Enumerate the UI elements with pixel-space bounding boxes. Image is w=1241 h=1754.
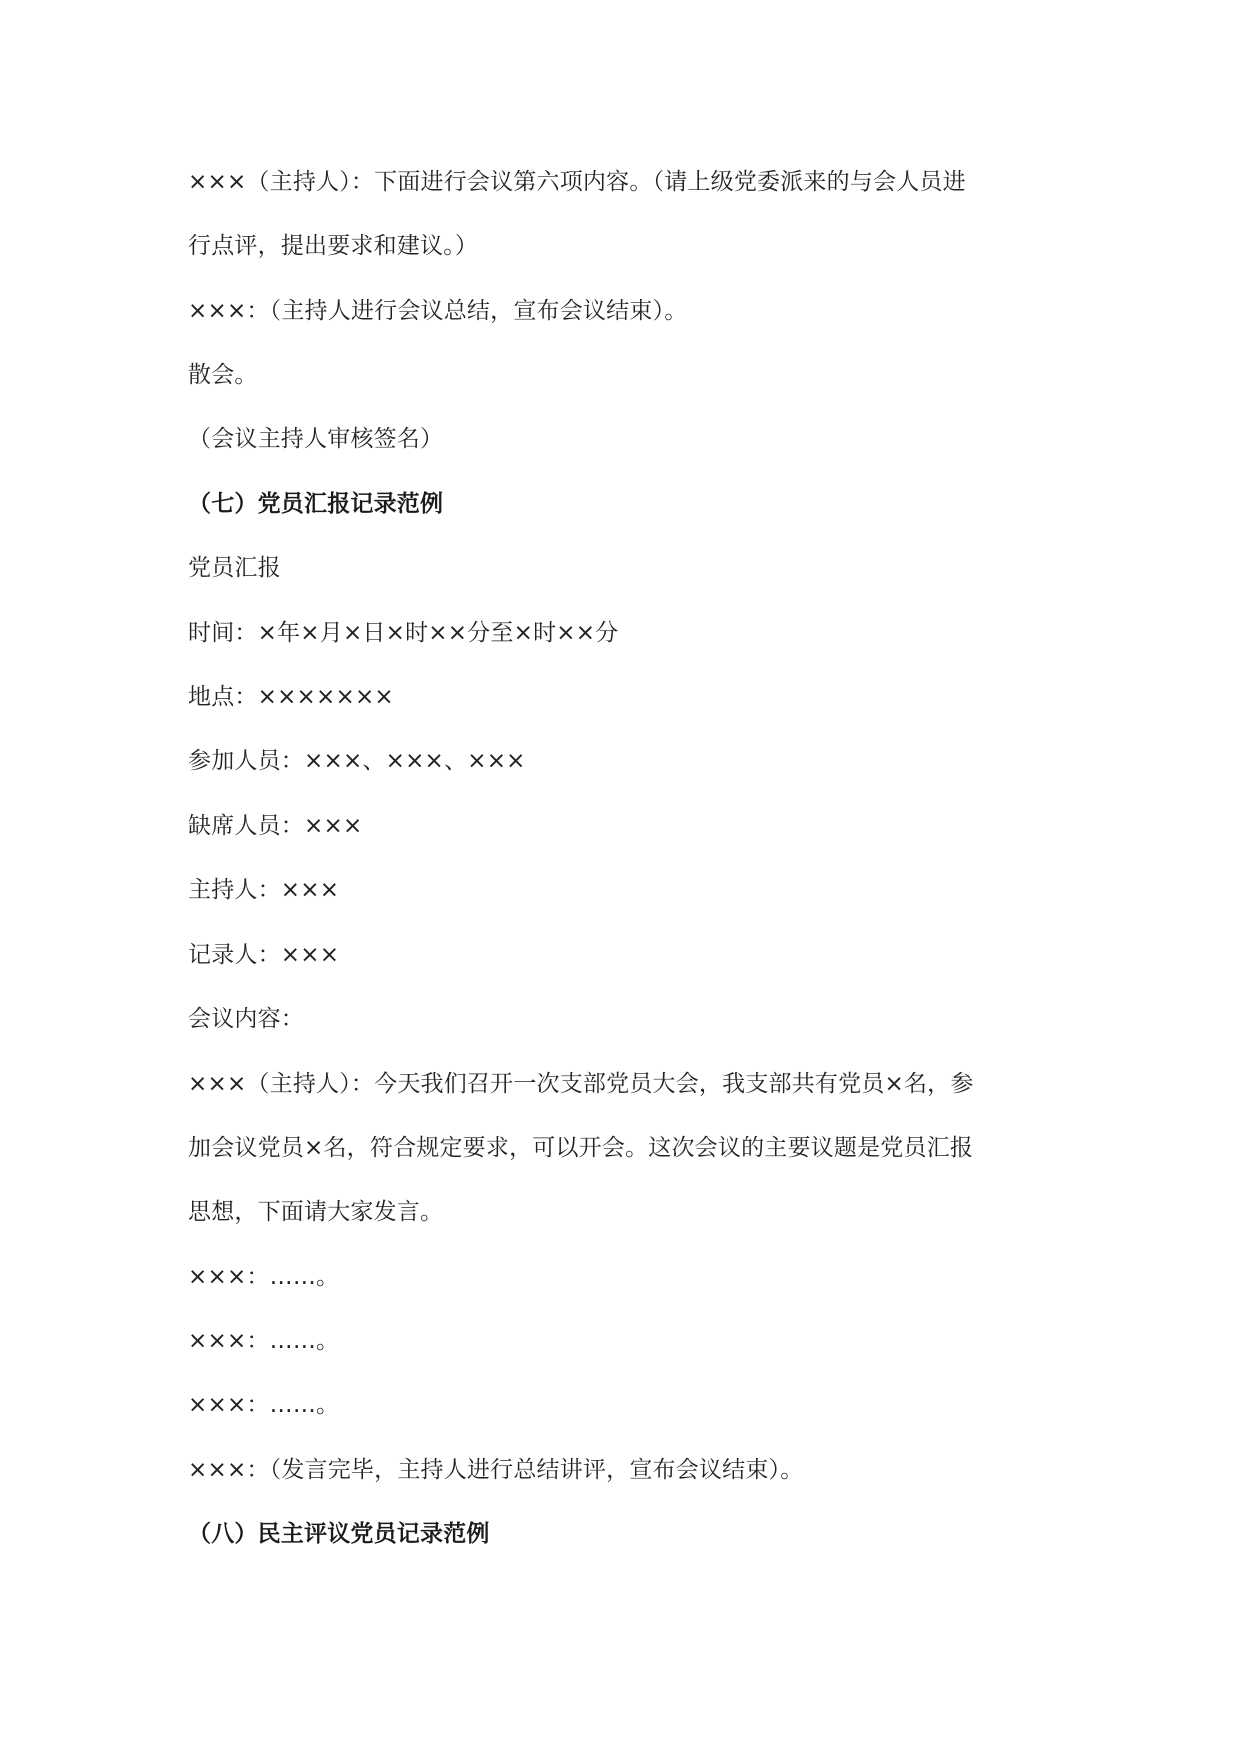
paragraph-line: 记录人：×××	[188, 942, 340, 968]
paragraph-line: ×××：（主持人进行会议总结，宣布会议结束）。	[188, 298, 688, 324]
paragraph-line: （会议主持人审核签名）	[188, 426, 444, 452]
paragraph-line: ×××（主持人）：今天我们召开一次支部党员大会，我支部共有党员×名，参	[188, 1071, 974, 1097]
paragraph-line: 加会议党员×名，符合规定要求，可以开会。这次会议的主要议题是党员汇报	[188, 1135, 974, 1161]
paragraph-line: 党员汇报	[188, 555, 281, 581]
paragraph-line: ×××（主持人）：下面进行会议第六项内容。（请上级党委派来的与会人员进	[188, 169, 966, 195]
section-heading-8: （八）民主评议党员记录范例	[188, 1521, 490, 1547]
paragraph-line: ×××：……。	[188, 1264, 340, 1290]
paragraph-line: 行点评，提出要求和建议。）	[188, 233, 479, 259]
paragraph-line: 参加人员：×××、×××、×××	[188, 748, 526, 774]
paragraph-line: ×××：……。	[188, 1392, 340, 1418]
paragraph-line: ×××：（发言完毕，主持人进行总结讲评，宣布会议结束）。	[188, 1457, 804, 1483]
paragraph-line: 会议内容：	[188, 1006, 304, 1032]
paragraph-line: 思想，下面请大家发言。	[188, 1199, 444, 1225]
paragraph-line: 主持人：×××	[188, 877, 340, 903]
paragraph-line: 时间：×年×月×日×时××分至×时××分	[188, 620, 619, 646]
paragraph-line: 地点：×××××××	[188, 684, 394, 710]
paragraph-line: 缺席人员：×××	[188, 813, 363, 839]
section-heading-7: （七）党员汇报记录范例	[188, 491, 444, 517]
paragraph-line: 散会。	[188, 362, 258, 388]
paragraph-line: ×××：……。	[188, 1328, 340, 1354]
